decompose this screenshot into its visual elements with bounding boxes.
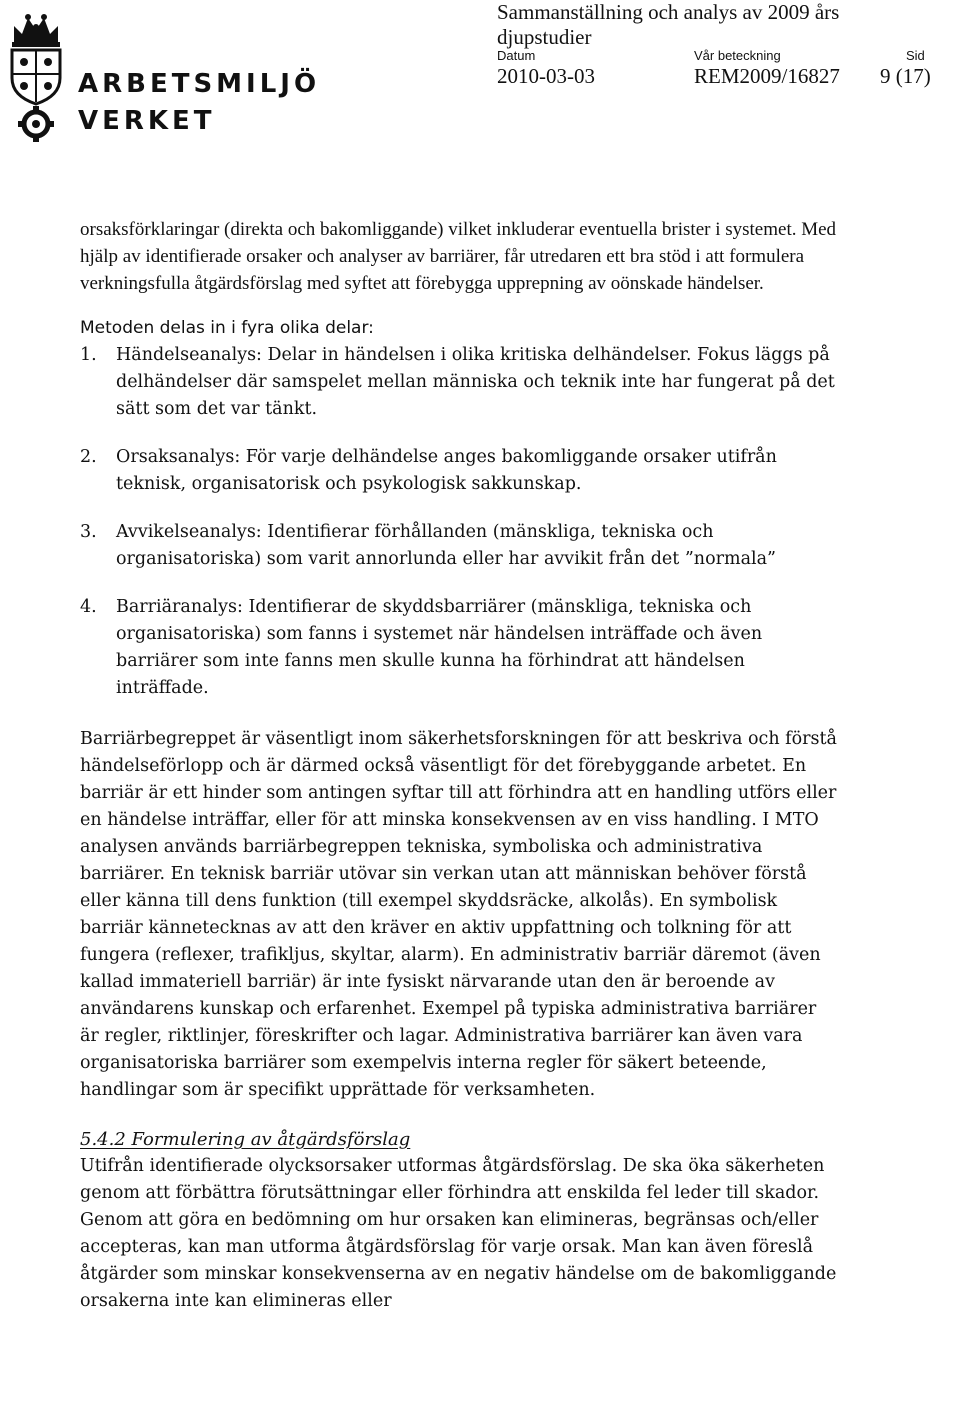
document-body <box>80 216 840 1315</box>
document-title <box>497 0 839 50</box>
list-item-text: Händelseanalys: Delar in händelsen i olika kritiska delhändelser. Fokus läggs på delhändelser där samspelet mellan människa och teknik inte har fungerat på det sätt som det var tänkt. <box>116 345 835 419</box>
organization-name-line2: VERKET <box>78 106 216 136</box>
list-item <box>80 342 840 423</box>
reference-value: REM2009/16827 <box>694 64 840 88</box>
document-title-line1: Sammanställning och analys av 2009 års <box>497 0 840 24</box>
list-item-number: 3. <box>80 522 97 542</box>
paragraph-intro-causes: orsaksförklaringar (direkta och bakomliggande) vilket inkluderar eventuella brister i systemet. Med hjälp av identifierade orsaker och analyser av barriärer, får utredaren ett bra stöd i att formulera verkningsfulla åtgärdsförslag med syftet att förebygga upprepning av oönskade händelser. <box>80 219 837 294</box>
method-steps-list <box>80 342 840 702</box>
section-heading-text: 5.4.2 Formulering av åtgärdsförslag <box>80 1129 411 1150</box>
paragraph-barrier-concept: Barriärbegreppet är väsentligt inom säkerhetsforskningen för att beskriva och förstå händelseförlopp och är därmed också väsentligt för det förebyggande arbetet. En barriär är ett hinder som antingen syftar till att förhindra att en handling utförs eller en händelse inträffar, eller för att minska konsekvensen av en viss handling. I MTO analysen används barriärbegreppen tekniska, symboliska och administrativa barriärer. En teknisk barriär utövar sin verkan utan att människan behöver förstå eller känna till dens funktion (till exempel skyddsräcke, alkolås). En symbolisk barriär kännetecknas av att den kräver en aktiv uppfattning och tolkning för att fungera (reflexer, trafikljus, skyltar, alarm). En administrativ barriär däremot (även kallad immateriell barriär) är inte fysiskt närvarande utan den är beroende av användarens kunskap och erfarenhet. Exempel på typiska administrativa barriärer är regler, riktlinjer, föreskrifter och lagar. Administrativa barriärer kan även vara organisatoriska barriärer som exempelvis interna regler för säkert beteende, handlingar som är specifikt upprättade för verksamheten. <box>80 729 837 1100</box>
crown-gear-crest-icon <box>6 12 66 142</box>
list-item-text: Orsaksanalys: För varje delhändelse anges bakomliggande orsaker utifrån teknisk, organisatorisk och psykologisk sakkunskap. <box>116 447 777 494</box>
list-item <box>80 444 840 498</box>
list-item <box>80 594 840 702</box>
list-item-number: 2. <box>80 447 97 467</box>
date-value: 2010-03-03 <box>497 64 595 88</box>
organization-name <box>78 66 320 140</box>
list-item-text: Avvikelseanalys: Identifierar förhållanden (mänskliga, tekniska och organisatoriska) som varit annorlunda eller har avvikit från det ”normala” <box>116 522 776 569</box>
page-number: 9 (17) <box>880 64 931 88</box>
section-heading <box>80 1126 840 1153</box>
reference-label: Vår beteckning <box>694 48 781 63</box>
page-header <box>0 0 960 160</box>
paragraph-action-proposals: Utifrån identifierade olycksorsaker utformas åtgärdsförslag. De ska öka säkerheten genom att förbättra förutsättningar eller förhindra att enskilda fel leder till skador. Genom att göra en bedömning om hur orsaken kan elimineras, begränsas och/eller accepteras, kan man utforma åtgärdsförslag för varje orsak. Man kan även föreslå åtgärder som minskar konsekvenserna av en negativ händelse om de bakomliggande orsakerna inte kan elimineras eller <box>80 1156 837 1311</box>
method-intro: Metoden delas in i fyra olika delar: <box>80 318 374 338</box>
list-item <box>80 519 840 573</box>
organization-name-line1: ARBETSMILJÖ <box>78 69 321 99</box>
date-label: Datum <box>497 48 536 63</box>
document-title-line2: djupstudier <box>497 25 592 49</box>
list-item-text: Barriäranalys: Identifierar de skyddsbarriärer (mänskliga, tekniska och organisatoriska) som fanns i systemet när händelsen inträffade och även barriärer som inte fanns men skulle kunna ha förhindrat att händelsen inträffade. <box>116 597 763 698</box>
list-item-number: 1. <box>80 345 97 365</box>
page-label: Sid <box>906 48 925 63</box>
list-item-number: 4. <box>80 597 97 617</box>
